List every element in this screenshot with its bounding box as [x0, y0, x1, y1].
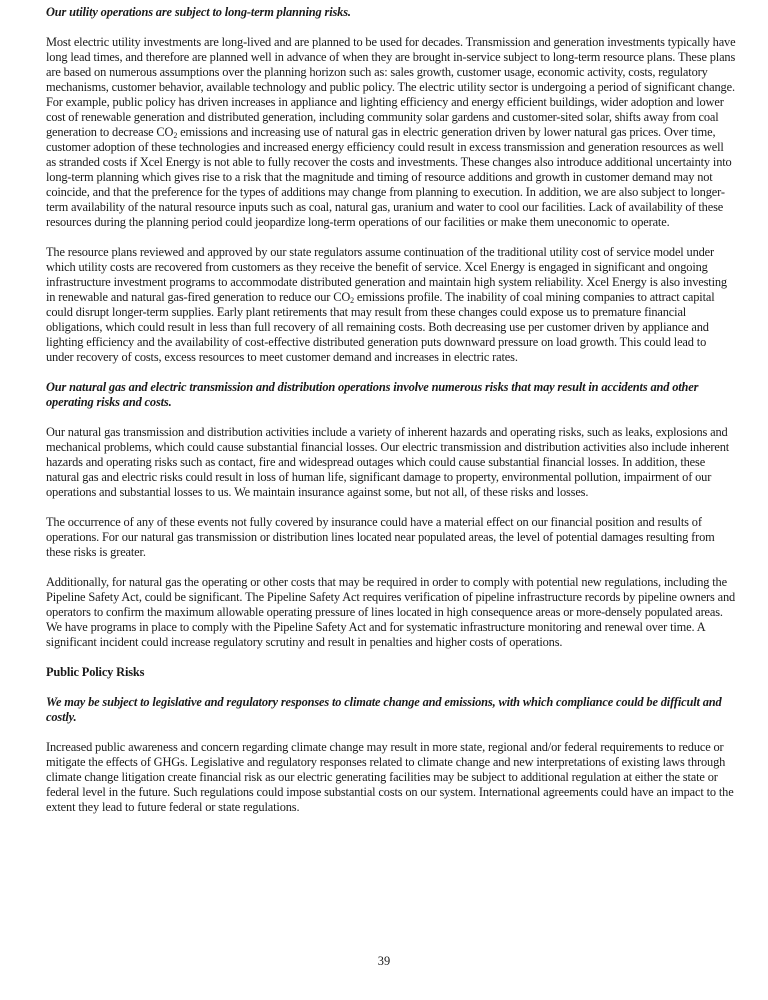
- paragraph-planning-2: The resource plans reviewed and approved by our state regulators assume continuation of the traditional utility cost of service model under which utility costs are recovered from customers as they receive the benefit of service. Xcel Energy is engaged in significant and ongoing infrastructure investment programs to accommodate distributed generation and maintain high system reliability. Xcel Energy is also investing in renewable and natural gas-fired generation to reduce our $CO_2$ emissions profile. The inability of coal mining companies to attract capital could disrupt longer-term supplies. Early plant retirements that may result from these changes could expose us to premature financial obligations, which could result in less than full recovery of all remaining costs. Both decreasing use per customer driven by appliance and lighting efficiency and the availability of cost-effective distributed generation puts downward pressure on load growth. This could lead to under recovery of costs, excess resources to meet customer demand and increases in electric rates.: [46, 245, 727, 364]
- section-heading-operating-risks: Our natural gas and electric transmission and distribution operations involve numerous risks that may result in accidents and other operating risks and costs.: [46, 380, 699, 409]
- document-page: [46, 5, 736, 815]
- category-heading-public-policy: Public Policy Risks: [46, 665, 145, 679]
- co2-subscript: 2: [350, 296, 354, 305]
- section-heading-climate-change: We may be subject to legislative and regulatory responses to climate change and emissions, with which compliance could be difficult and costly.: [46, 695, 722, 724]
- co2-subscript: 2: [173, 131, 178, 140]
- paragraph-operating-1: Our natural gas transmission and distribution activities include a variety of inherent hazards and operating risks, such as leaks, explosions and mechanical problems, which could cause substantial financial losses. Our electric transmission and distribution activities also include inherent hazards and operating risks such as contact, fire and widespread outages which could cause substantial financial losses. In addition, these natural gas and electric risks could result in loss of human life, significant damage to property, environmental pollution, impairment of our operations and substantial losses to us. We maintain insurance against some, but not all, of these risks and losses.: [46, 425, 730, 499]
- paragraph-operating-3: Additionally, for natural gas the operating or other costs that may be required in order to comply with potential new regulations, including the Pipeline Safety Act, could be significant. The Pipeline Safety Act requires verification of pipeline infrastructure records by pipeline owners and operators to confirm the maximum allowable operating pressure of lines located in high consequence areas or more-densely populated areas. We have programs in place to comply with the Pipeline Safety Act and for systematic infrastructure monitoring and renewal over time. A significant incident could increase regulatory scrutiny and result in penalties and higher costs of operations.: [46, 575, 736, 649]
- paragraph-planning-1: Most electric utility investments are long-lived and are planned to be used for decades. Transmission and generation investments typically have long lead times, and therefore are planned well in advance of when they are brought in-service subject to long-term resource plans. These plans are based on numerous assumptions over the planning horizon such as: sales growth, customer usage, economic activity, costs, regulatory mechanisms, customer behavior, available technology and public policy. The electric utility sector is undergoing a period of significant change. For example, public policy has driven increases in appliance and lighting efficiency and energy efficient buildings, wider adoption and lower cost of renewable generation and distributed generation, including community solar gardens and customer-sited solar, shifts away from coal generation to decrease $CO_2$ emissions and increasing use of natural gas in electric generation driven by lower natural gas prices. Over time, customer adoption of these technologies and increased energy efficiency could result in excess transmission and generation resources as well as stranded costs if Xcel Energy is not able to fully recover the costs and investments. These changes also introduce additional uncertainty into long-term planning which gives rise to a risk that the magnitude and timing of resource additions and growth in customer demand may not coincide, and that the preference for the types of additions may change from planning to execution. In addition, we are also subject to longer-term availability of the natural resource inputs such as coal, natural gas, uranium and water to cool our facilities. Lack of availability of these resources during the planning period could jeopardize long-term operations of our facilities or make them uneconomic to operate.: [46, 35, 736, 229]
- paragraph-operating-2: The occurrence of any of these events not fully covered by insurance could have a material effect on our financial position and results of operations. For our natural gas transmission or distribution lines located near populated areas, the level of potential damages resulting from these risks is greater.: [46, 515, 715, 559]
- page-number: 39: [377, 954, 391, 968]
- section-heading-planning-risks: Our utility operations are subject to long-term planning risks.: [46, 5, 351, 19]
- paragraph-climate-1: Increased public awareness and concern regarding climate change may result in more state, regional and/or federal requirements to reduce or mitigate the effects of GHGs. Legislative and regulatory responses related to climate change and new interpretations of existing laws through climate change litigation create financial risk as our electric generating facilities may be subject to additional regulation at either the state or federal level in the future. Such regulations could impose substantial costs on our system. International agreements could have an impact to the extent they lead to future federal or state regulations.: [46, 740, 734, 814]
